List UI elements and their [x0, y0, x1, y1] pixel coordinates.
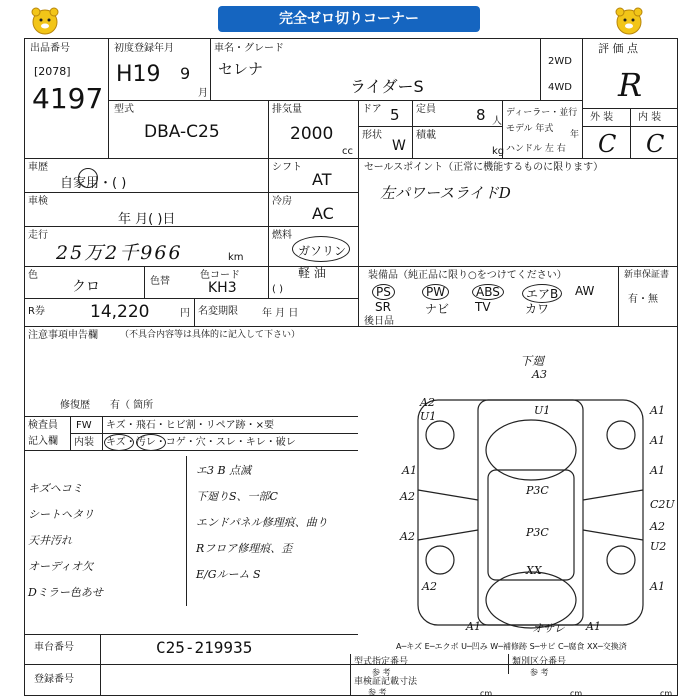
fuel-label: 燃料 — [272, 230, 292, 241]
handwritten-right-item-1: 下廻りS、一部C — [196, 490, 278, 503]
color-label: 色 — [28, 270, 38, 281]
code-u1-left: U1 — [420, 410, 437, 423]
exterior-grade: C — [598, 130, 617, 158]
capacity-label: 定員 — [416, 104, 436, 115]
code-a1-right2: A1 — [650, 464, 665, 477]
first-reg-label: 初度登録年月 — [114, 43, 174, 54]
fw-items: キズ・飛石・ヒビ割・リペア跡・×要 — [106, 420, 274, 431]
shift-label: シフト — [272, 162, 302, 173]
price-unit: 円 — [180, 308, 190, 319]
doors-value: 5 — [390, 106, 400, 124]
car-grade: ライダーS — [350, 77, 424, 96]
registration-label: 登録番号 — [34, 674, 74, 685]
fuel-diesel: 軽 油 — [298, 266, 326, 280]
interior-check-items: キズ・汚レ・コゲ・穴・スレ・キレ・破レ — [106, 437, 296, 448]
mileage-label: 走行 — [28, 230, 48, 241]
displacement-unit: cc — [342, 146, 353, 157]
equipment-item-row2-3: カワ — [525, 302, 550, 316]
repair-label: 修復歴 — [60, 400, 90, 411]
diagram-front-label: 下廻 — [520, 354, 545, 368]
check-label-1: 検査員 — [28, 420, 58, 431]
rating-label: 評 価 点 — [598, 42, 638, 55]
code-xx-rear: XX — [526, 564, 542, 577]
history-value: 自家用・( ) — [60, 176, 127, 191]
load-unit: kg — [492, 146, 505, 157]
size-ref: 参 考 — [368, 688, 387, 697]
handwritten-left-item-4: Dミラー色あせ — [28, 586, 103, 599]
equipment-item-0: PS — [372, 284, 395, 300]
doors-label: ドア — [362, 104, 382, 115]
code-a2-right: A2 — [650, 520, 665, 533]
fuel-gas: ガソリン — [298, 244, 347, 258]
chassis-label: 車台番号 — [34, 642, 74, 653]
sales-points-value: 左パワースライドD — [380, 184, 511, 202]
handwritten-left-item-3: オーディオ欠 — [28, 560, 94, 573]
code-a1-left2: A2 — [400, 490, 415, 503]
class-label: 類別区分番号 — [512, 657, 567, 667]
color-change-label: 色替 — [150, 276, 170, 287]
warranty-value: 有・無 — [628, 294, 658, 305]
exterior-label: 外 装 — [590, 112, 614, 123]
mileage-unit: km — [228, 252, 244, 263]
code-p3c-middle: P3C — [526, 484, 549, 497]
displacement-value: 2000 — [290, 124, 334, 144]
equipment-row2 — [372, 300, 616, 316]
handle-label: ハンドル 左 右 — [506, 144, 566, 154]
handwritten-right-item-3: Rフロア修理痕、歪 — [196, 542, 293, 555]
first-reg-month: 9 — [180, 64, 191, 83]
size-cm-2: cm — [570, 689, 583, 698]
displacement-label: 排気量 — [272, 104, 302, 115]
load-label: 積載 — [416, 130, 436, 141]
equipment-item-1: PW — [422, 284, 449, 300]
name-change-label: 名変期限 — [198, 306, 238, 317]
class-ref: 参 考 — [530, 668, 549, 677]
type-cert-label: 型式指定番号 — [354, 657, 409, 667]
size-cm-1: cm — [480, 689, 493, 698]
right-mascot-icon — [612, 6, 646, 36]
handwritten-right-item-4: E/Gルーム S — [196, 568, 261, 581]
chassis-value: C25-219935 — [156, 638, 253, 657]
private-use-circle — [78, 168, 98, 188]
handwritten-left-item-0: キズヘコミ — [28, 482, 83, 495]
size-label: 車検証記載寸法 — [354, 677, 418, 687]
code-c2u-right: C2U — [650, 498, 675, 511]
shape-label: 形状 — [362, 130, 382, 141]
inspection-value: 年 月( )日 — [118, 212, 176, 227]
code-p3c-lower: P3C — [526, 526, 549, 539]
code-a2-topleft: A2 — [420, 396, 435, 409]
code-a2-left: A2 — [400, 530, 415, 543]
aircon-value: AC — [312, 204, 334, 223]
drive-2wd: 2WD — [548, 56, 572, 67]
equipment-item-row2-0: SR — [375, 300, 391, 314]
interior-stain-circle — [136, 434, 166, 451]
notes-sub: （不具合内容等は具体的に記入して下さい） — [120, 330, 301, 340]
equipment-item-4: AW — [575, 284, 595, 298]
code-u1-top: U1 — [534, 404, 551, 417]
sales-points-label: セールスポイント（正常に機能するものに限ります） — [364, 162, 604, 173]
equipment-row1 — [372, 284, 616, 300]
code-a1-bottomright: A1 — [650, 580, 665, 593]
aircon-label: 冷房 — [272, 196, 292, 207]
month-unit: 月 — [198, 88, 208, 99]
interior-check-label: 内装 — [74, 437, 94, 448]
notes-label: 注意事項申告欄 — [28, 330, 98, 341]
interior-scratch-circle — [104, 434, 134, 451]
inspection-label: 車検 — [28, 196, 48, 207]
first-reg-year: H19 — [116, 62, 161, 87]
equipment-item-row2-1: ナビ — [425, 302, 450, 316]
banner-title: 完全ゼロ切りコーナー — [218, 6, 480, 32]
color-code-label: 色コード — [200, 270, 240, 281]
type-cert-ref: 参 考 — [372, 668, 391, 677]
lot-number: 4197 — [32, 82, 104, 115]
interior-grade: C — [646, 130, 665, 158]
car-name: セレナ — [218, 60, 264, 78]
equipment-item-3: エアB — [522, 284, 562, 303]
shape-value: W — [392, 138, 406, 154]
interior-label: 内 装 — [638, 112, 662, 123]
code-u2-right: U2 — [650, 540, 667, 553]
car-name-label: 車名・グレード — [214, 43, 284, 54]
diagram-legend: A─キズ E─エクボ U─凹み W─補修跡 S─サビ C─腐食 XX─交換済 — [396, 642, 627, 651]
equipment-item-row2-2: TV — [475, 300, 491, 314]
rear-seat-label: 後日品 — [364, 316, 394, 327]
color-value: クロ — [72, 279, 100, 295]
fw-label: FW — [76, 420, 92, 431]
shift-value: AT — [312, 170, 332, 189]
fuel-paren: ( ) — [272, 284, 283, 295]
code-a1-bottom2: A1 — [586, 620, 601, 633]
name-change-value: 年 月 日 — [262, 308, 299, 319]
code-a1-right1: A1 — [650, 434, 665, 447]
mileage-value: 25万2千966 — [56, 242, 183, 264]
code-a1-left1: A1 — [402, 464, 417, 477]
lot-sub: [2078] — [34, 65, 71, 78]
handwritten-right-item-0: エ3 B 点滅 — [196, 464, 252, 477]
capacity-value: 8 — [476, 106, 486, 124]
code-a1-topright: A1 — [650, 404, 665, 417]
history-label: 車歴 — [28, 162, 48, 173]
handwritten-left-item-2: 天井汚れ — [28, 534, 72, 547]
repair-value: 有（ 箇所 — [110, 400, 154, 411]
rating-value: R — [618, 66, 643, 104]
model-year-label: モデル 年式 — [506, 124, 554, 134]
price-label: R券 — [28, 306, 45, 317]
dealer-label: ディーラー・並行 — [506, 108, 578, 118]
model-label: 型式 — [114, 104, 134, 115]
equipment-item-2: ABS — [472, 284, 504, 300]
code-a1-bottom1: A1 — [466, 620, 481, 633]
model-year-unit: 年 — [570, 130, 580, 140]
handwritten-right-item-2: エンドパネル修理痕、曲り — [196, 516, 328, 529]
handwritten-left-item-1: シートヘタリ — [28, 508, 94, 521]
color-code: KH3 — [208, 280, 237, 296]
check-label-2: 記入欄 — [28, 436, 58, 447]
code-a2-bottomleft: A2 — [422, 580, 437, 593]
code-osare-bottom: オサレ — [532, 622, 565, 635]
size-cm-3: cm — [660, 689, 673, 698]
warranty-label: 新車保証書 — [624, 270, 670, 280]
drive-4wd: 4WD — [548, 82, 572, 93]
fuel-gas-circle — [292, 236, 350, 262]
capacity-unit: 人 — [492, 116, 502, 127]
equipment-label: 装備品（純正品に限り○をつけてください） — [368, 270, 567, 281]
left-mascot-icon — [28, 6, 62, 36]
lot-label: 出品番号 — [30, 43, 70, 54]
model-value: DBA-C25 — [144, 122, 220, 142]
price-value: 14,220 — [90, 302, 150, 322]
diagram-front-code: A3 — [532, 368, 547, 381]
